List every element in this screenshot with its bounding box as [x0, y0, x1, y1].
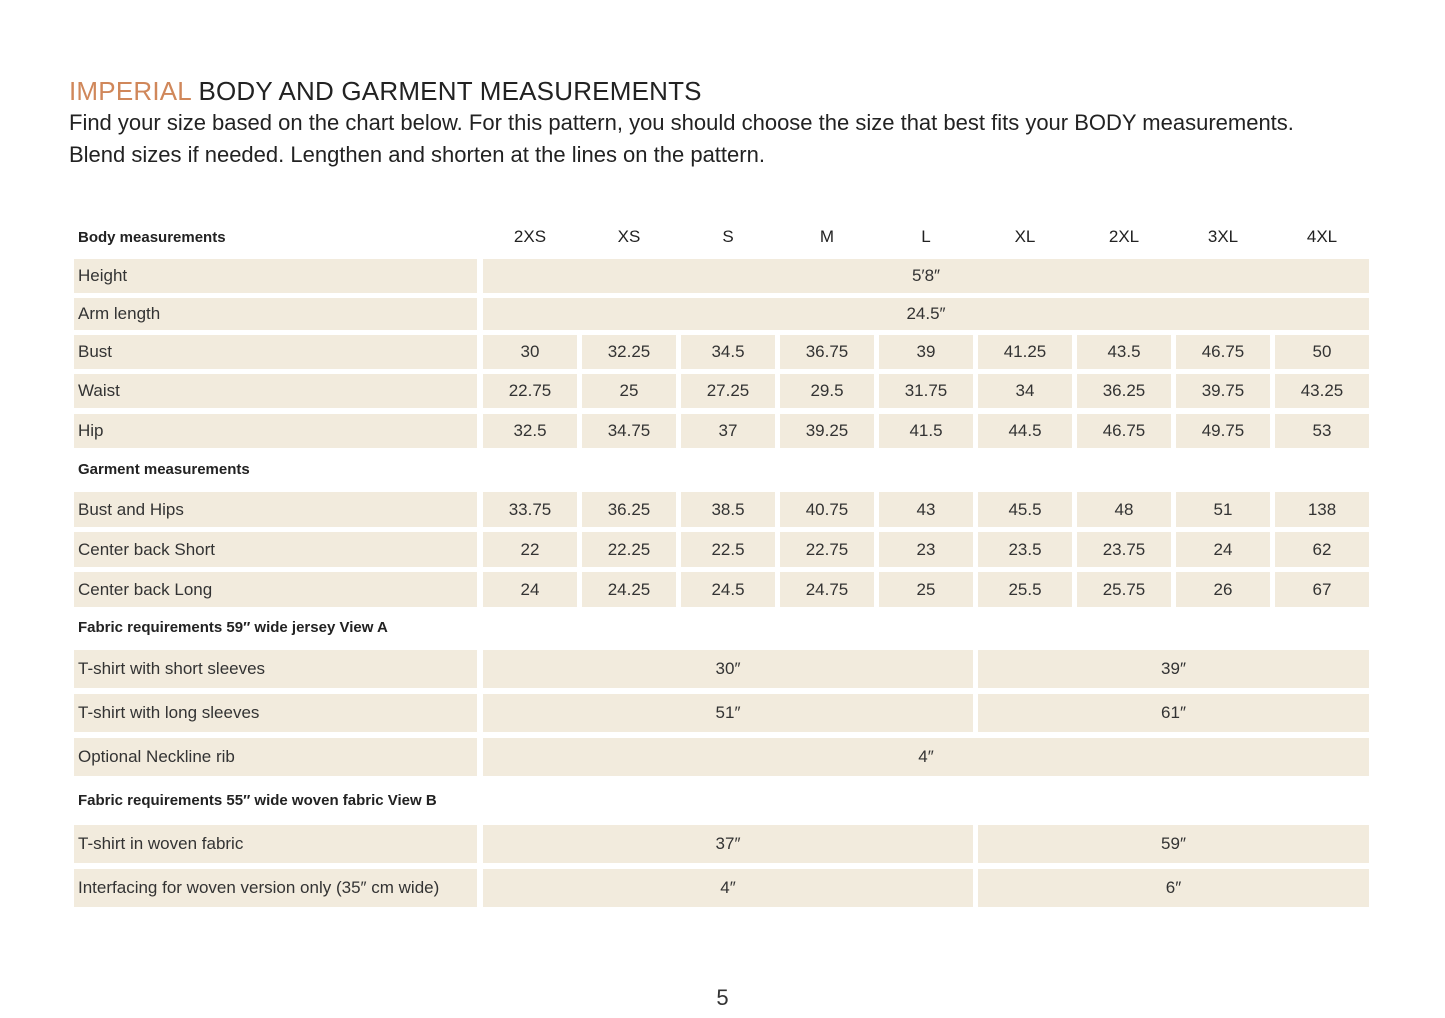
cell: 32.25 — [582, 335, 676, 369]
cell: 50 — [1275, 335, 1369, 369]
cell: 61″ — [978, 694, 1369, 732]
row-label: Height — [74, 259, 477, 293]
row-label: Bust and Hips — [74, 492, 477, 527]
cell: 31.75 — [879, 374, 973, 408]
cell: 41.25 — [978, 335, 1072, 369]
cell: 34 — [978, 374, 1072, 408]
table-row-arm — [74, 298, 1371, 330]
cell: 62 — [1275, 532, 1369, 567]
size-header: XL — [1014, 227, 1036, 246]
table-row — [74, 532, 1371, 567]
row-label: T-shirt in woven fabric — [74, 825, 477, 863]
row-label: Center back Long — [74, 572, 477, 607]
cell: 34.5 — [681, 335, 775, 369]
cell: 34.75 — [582, 414, 676, 448]
table-row — [74, 374, 1371, 408]
cell: 37″ — [483, 825, 973, 863]
cell: 22.5 — [681, 532, 775, 567]
cell: 24.5″ — [483, 298, 1369, 330]
table-row — [74, 414, 1371, 448]
cell: 22.75 — [780, 532, 874, 567]
title-rest: BODY AND GARMENT MEASUREMENTS — [198, 76, 702, 106]
size-header: XS — [617, 227, 641, 246]
cell: 22 — [483, 532, 577, 567]
cell: 24 — [1176, 532, 1270, 567]
cell: 25.5 — [978, 572, 1072, 607]
fabric-b-section-header: Fabric requirements 55″ wide woven fabric View B — [78, 792, 437, 809]
size-header: 2XL — [1108, 227, 1140, 246]
cell: 36.25 — [582, 492, 676, 527]
size-header: 4XL — [1306, 227, 1338, 246]
title-accent: IMPERIAL — [69, 76, 192, 106]
size-header-row — [74, 222, 1371, 252]
fabric-a-section-header: Fabric requirements 59″ wide jersey View A — [78, 619, 388, 636]
cell: 46.75 — [1077, 414, 1171, 448]
cell: 25 — [582, 374, 676, 408]
cell: 29.5 — [780, 374, 874, 408]
cell: 53 — [1275, 414, 1369, 448]
cell: 30″ — [483, 650, 973, 688]
table-row-neckline-rib — [74, 738, 1371, 776]
size-header: L — [921, 227, 931, 246]
cell: 24.75 — [780, 572, 874, 607]
body-measurements-header: Body measurements — [78, 228, 226, 246]
table-row-short-sleeves — [74, 650, 1371, 688]
cell: 51″ — [483, 694, 973, 732]
cell: 43.25 — [1275, 374, 1369, 408]
table-row — [74, 572, 1371, 607]
row-label: Center back Short — [74, 532, 477, 567]
cell: 25 — [879, 572, 973, 607]
cell: 23 — [879, 532, 973, 567]
page-title — [69, 76, 702, 107]
size-header: 3XL — [1207, 227, 1239, 246]
cell: 32.5 — [483, 414, 577, 448]
cell: 41.5 — [879, 414, 973, 448]
row-label: Bust — [74, 335, 477, 369]
cell: 33.75 — [483, 492, 577, 527]
cell: 24.25 — [582, 572, 676, 607]
row-label: Hip — [74, 414, 477, 448]
cell: 46.75 — [1176, 335, 1270, 369]
cell: 22.25 — [582, 532, 676, 567]
table-row — [74, 335, 1371, 369]
cell: 45.5 — [978, 492, 1072, 527]
table-row-woven — [74, 825, 1371, 863]
cell: 36.75 — [780, 335, 874, 369]
cell: 37 — [681, 414, 775, 448]
row-label: T-shirt with short sleeves — [74, 650, 477, 688]
table-row-long-sleeves — [74, 694, 1371, 732]
row-label: Interfacing for woven version only (35″ cm wide) — [74, 869, 477, 907]
cell: 44.5 — [978, 414, 1072, 448]
cell: 38.5 — [681, 492, 775, 527]
row-label: Arm length — [74, 298, 477, 330]
cell: 43 — [879, 492, 973, 527]
cell: 23.5 — [978, 532, 1072, 567]
size-header: 2XS — [513, 227, 547, 246]
cell: 6″ — [978, 869, 1369, 907]
size-header: M — [819, 227, 835, 246]
cell: 36.25 — [1077, 374, 1171, 408]
cell: 23.75 — [1077, 532, 1171, 567]
cell: 22.75 — [483, 374, 577, 408]
cell: 27.25 — [681, 374, 775, 408]
table-row — [74, 492, 1371, 527]
garment-section-header: Garment measurements — [78, 461, 250, 478]
cell: 40.75 — [780, 492, 874, 527]
table-row-interfacing — [74, 869, 1371, 907]
cell: 24 — [483, 572, 577, 607]
cell: 39 — [879, 335, 973, 369]
cell: 30 — [483, 335, 577, 369]
cell: 67 — [1275, 572, 1369, 607]
cell: 39″ — [978, 650, 1369, 688]
cell: 48 — [1077, 492, 1171, 527]
cell: 49.75 — [1176, 414, 1270, 448]
cell: 26 — [1176, 572, 1270, 607]
cell: 59″ — [978, 825, 1369, 863]
row-label: Optional Neckline rib — [74, 738, 477, 776]
cell: 4″ — [483, 738, 1369, 776]
cell: 5′8″ — [483, 259, 1369, 293]
cell: 138 — [1275, 492, 1369, 527]
cell: 4″ — [483, 869, 973, 907]
cell: 39.75 — [1176, 374, 1270, 408]
cell: 39.25 — [780, 414, 874, 448]
page-number: 5 — [716, 985, 729, 1010]
intro-text: Find your size based on the chart below. For this pattern, you should choose the size that best fits your BODY measurements. Blend sizes if needed. Lengthen and shorten at the lines on the pattern. — [69, 110, 1294, 167]
row-label: T-shirt with long sleeves — [74, 694, 477, 732]
row-label: Waist — [74, 374, 477, 408]
cell: 24.5 — [681, 572, 775, 607]
table-row-height — [74, 259, 1371, 293]
cell: 25.75 — [1077, 572, 1171, 607]
cell: 43.5 — [1077, 335, 1171, 369]
size-header: S — [722, 227, 734, 246]
cell: 51 — [1176, 492, 1270, 527]
